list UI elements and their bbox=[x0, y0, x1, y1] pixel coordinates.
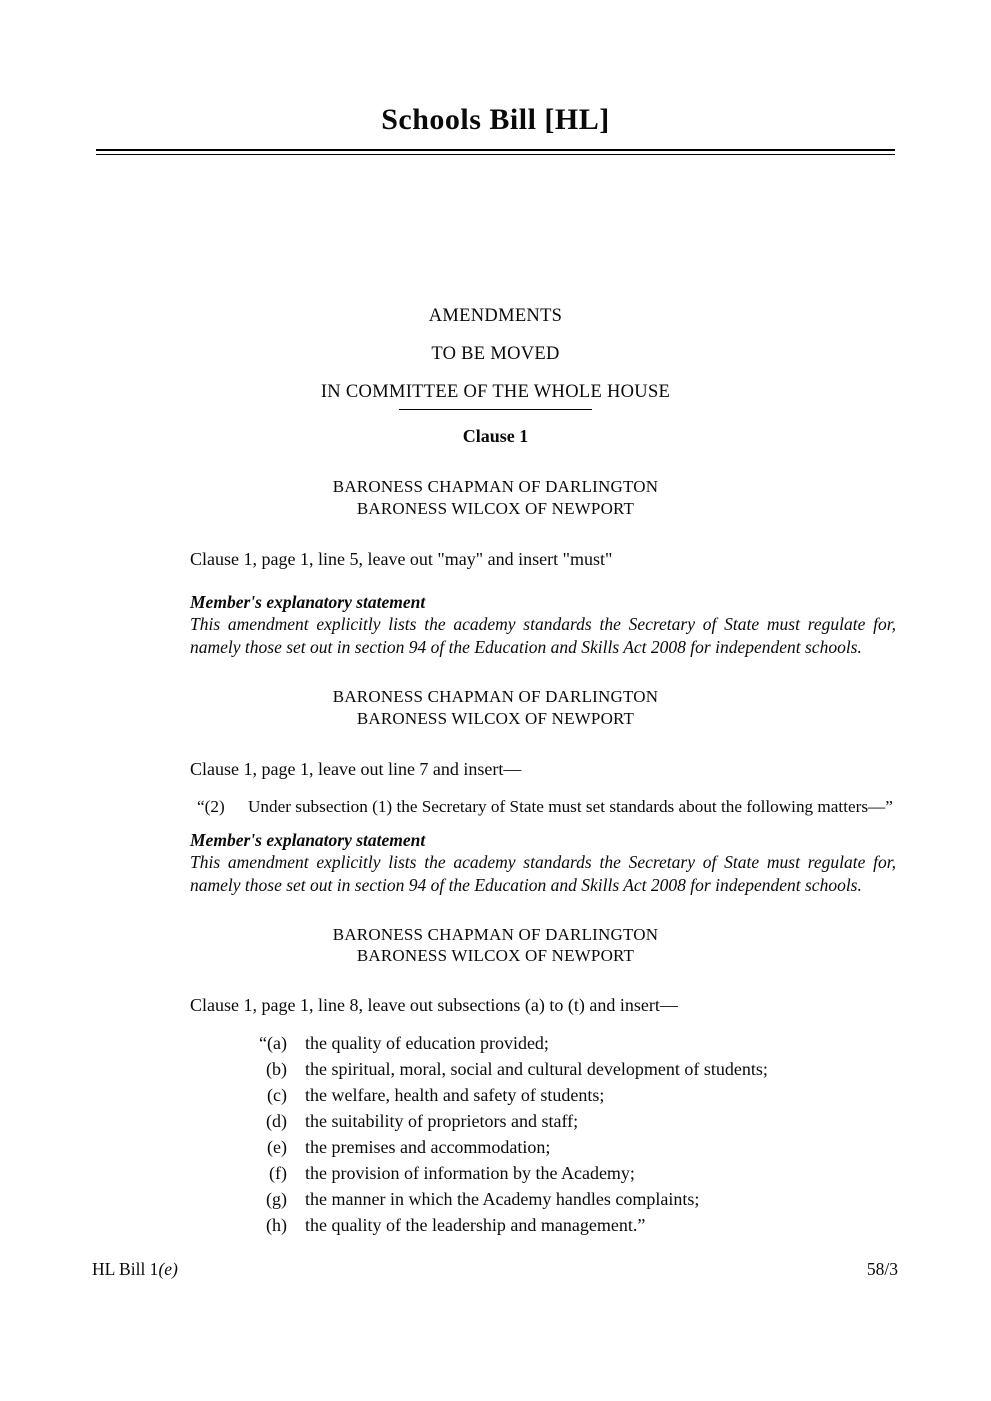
sponsor-name: BARONESS WILCOX OF NEWPORT bbox=[356, 498, 635, 518]
amendment-instruction: Clause 1, page 1, line 5, leave out "may" and insert "must" bbox=[190, 549, 613, 569]
header-divider-rule bbox=[399, 409, 592, 410]
inserted-subsection-list bbox=[95, 1030, 896, 1238]
provision-number: “(2) bbox=[197, 797, 225, 816]
list-item bbox=[95, 1186, 896, 1212]
list-item-label: “(a) bbox=[259, 1032, 287, 1053]
bill-reference-text: HL Bill 1 bbox=[92, 1259, 159, 1279]
explanatory-heading: Member's explanatory statement bbox=[190, 829, 426, 850]
sponsor-list bbox=[0, 686, 991, 729]
list-item-text: the welfare, health and safety of students; bbox=[305, 1084, 605, 1105]
amendments-header bbox=[0, 306, 991, 410]
sponsor-name: BARONESS WILCOX OF NEWPORT bbox=[356, 708, 635, 728]
explanatory-text: This amendment explicitly lists the academy standards the Secretary of State must regulate for, namely those set out in section 94 of the Education and Skills Act 2008 for independent schools. bbox=[190, 851, 896, 895]
list-item-text: the suitability of proprietors and staff; bbox=[305, 1110, 579, 1131]
page-footer bbox=[92, 1259, 898, 1280]
header-line-committee: IN COMMITTEE OF THE WHOLE HOUSE bbox=[320, 382, 671, 402]
title-divider-rule bbox=[96, 149, 895, 155]
list-item-label: (g) bbox=[266, 1188, 287, 1209]
bill-reference-suffix: (e) bbox=[158, 1259, 178, 1279]
sponsor-list bbox=[0, 476, 991, 519]
sponsor-list bbox=[0, 924, 991, 967]
list-item bbox=[95, 1212, 896, 1238]
explanatory-heading: Member's explanatory statement bbox=[190, 592, 426, 612]
list-item bbox=[95, 1160, 896, 1186]
list-item-text: the provision of information by the Academy; bbox=[305, 1162, 635, 1183]
provision-text: Under subsection (1) the Secretary of State must set standards about the following matters—” bbox=[248, 797, 893, 816]
list-item bbox=[95, 1108, 896, 1134]
list-item bbox=[95, 1134, 896, 1160]
page-title: Schools Bill [HL] bbox=[381, 103, 610, 136]
explanatory-text: This amendment explicitly lists the academy standards the Secretary of State must regulate for, namely those set out in section 94 of the Education and Skills Act 2008 for independent schools. bbox=[190, 614, 896, 657]
list-item-label: (d) bbox=[266, 1110, 287, 1131]
list-item-text: the manner in which the Academy handles complaints; bbox=[305, 1188, 700, 1209]
sponsor-name: BARONESS CHAPMAN OF DARLINGTON bbox=[332, 687, 659, 706]
list-item-text: the quality of education provided; bbox=[305, 1032, 549, 1053]
amendment-instruction: Clause 1, page 1, line 8, leave out subsections (a) to (t) and insert— bbox=[190, 994, 678, 1015]
amendment-instruction: Clause 1, page 1, leave out line 7 and insert— bbox=[190, 759, 522, 779]
list-item-text: the spiritual, moral, social and cultural development of students; bbox=[305, 1058, 768, 1079]
inserted-provision bbox=[197, 795, 896, 819]
sponsor-name: BARONESS CHAPMAN OF DARLINGTON bbox=[332, 924, 659, 944]
list-item-text: the premises and accommodation; bbox=[305, 1136, 551, 1157]
explanatory-statement bbox=[190, 591, 896, 659]
clause-heading: Clause 1 bbox=[462, 426, 529, 446]
list-item-label: (h) bbox=[266, 1214, 287, 1235]
list-item-label: (b) bbox=[266, 1058, 287, 1079]
list-item-text: the quality of the leadership and management.” bbox=[305, 1214, 646, 1235]
header-line-amendments: AMENDMENTS bbox=[428, 306, 563, 326]
header-line-to-be-moved: TO BE MOVED bbox=[431, 344, 560, 364]
list-item bbox=[95, 1030, 896, 1056]
list-item bbox=[95, 1056, 896, 1082]
list-item-label: (c) bbox=[267, 1084, 287, 1105]
page-serial-number: 58/3 bbox=[866, 1259, 898, 1279]
list-item bbox=[95, 1082, 896, 1108]
list-item-label: (f) bbox=[269, 1162, 287, 1183]
explanatory-statement bbox=[190, 829, 896, 897]
sponsor-name: BARONESS WILCOX OF NEWPORT bbox=[356, 946, 635, 965]
sponsor-name: BARONESS CHAPMAN OF DARLINGTON bbox=[332, 477, 659, 496]
list-item-label: (e) bbox=[267, 1136, 287, 1157]
bill-reference bbox=[92, 1259, 178, 1280]
